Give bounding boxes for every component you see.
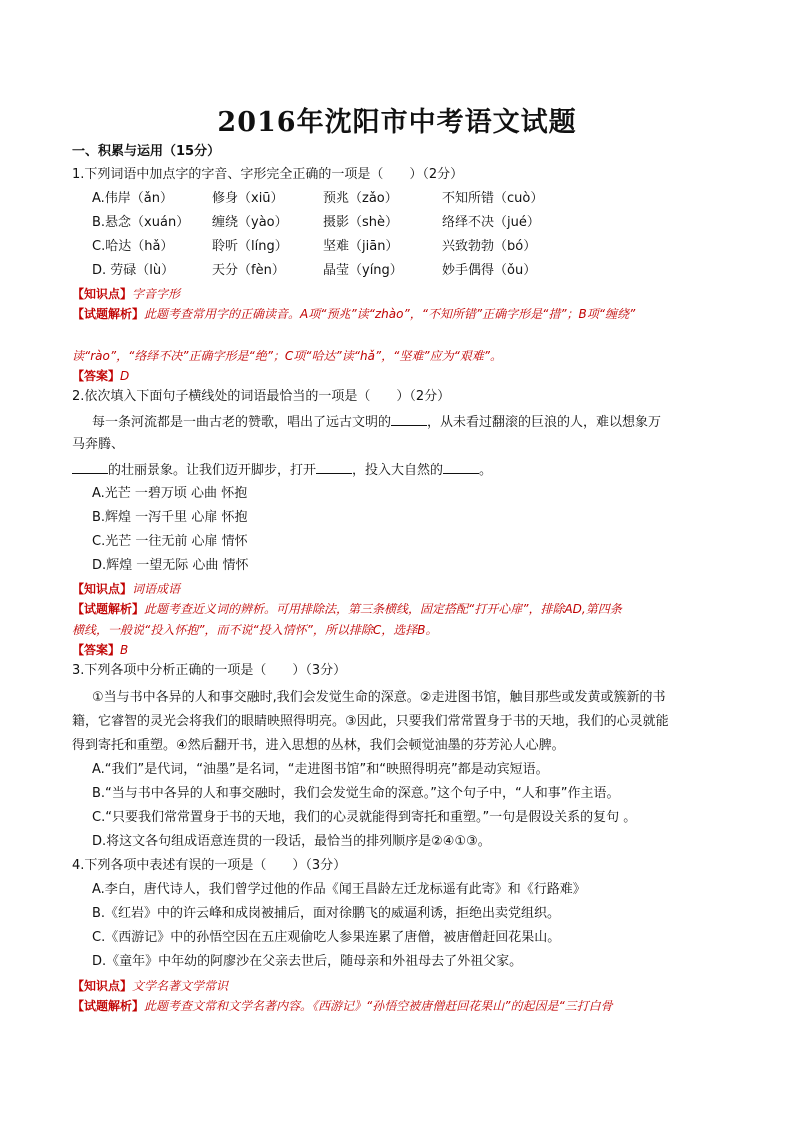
analysis-text: 此题考查文常和文学名著内容。《西游记》“孙悟空被唐僧赶回花果山”的起因是“三打白骨 bbox=[144, 999, 613, 1013]
q3-passage-line-3: 得到寄托和重塑。④然后翻开书，进入思想的丛林，我们会顿觉油墨的芬芳沁人心脾。 bbox=[72, 738, 565, 753]
section-heading: 一、积累与运用（15分） bbox=[72, 144, 221, 159]
q2-answer bbox=[72, 640, 128, 660]
analysis-tag: 【试题解析】 bbox=[72, 602, 145, 616]
q1-analysis-line-1 bbox=[72, 304, 635, 324]
q1-option-cell: 聆听（líng） bbox=[212, 239, 288, 254]
q1-option-cell: B.悬念（xuán） bbox=[92, 215, 190, 230]
knowledge-text: 词语成语 bbox=[132, 582, 181, 596]
q3-option: A.“我们”是代词，“油墨”是名词，“走进图书馆”和“映照得明亮”都是动宾短语。 bbox=[92, 762, 549, 777]
analysis-tag: 【试题解析】 bbox=[72, 999, 145, 1013]
q2-option: D.辉煌 一望无际 心曲 情怀 bbox=[92, 558, 249, 573]
answer-tag: 【答案】 bbox=[72, 643, 121, 657]
q2-analysis-line-1 bbox=[72, 599, 622, 619]
analysis-text: 此题考查近义词的辨析。可用排除法，第三条横线，固定搭配“打开心扉”，排除AD,第四条 bbox=[144, 602, 622, 616]
knowledge-tag: 【知识点】 bbox=[72, 979, 133, 993]
q1-option-cell: D. 劳碌（lù） bbox=[92, 263, 175, 278]
fill-blank bbox=[443, 459, 479, 474]
q1-answer bbox=[72, 366, 129, 386]
q2-option: A.光芒 一碧万顷 心曲 怀抱 bbox=[92, 486, 248, 501]
q2-passage-line-3 bbox=[72, 459, 492, 481]
q2-passage-text: ，从未看过翻滚的巨浪的人，难以想象万 bbox=[427, 415, 662, 430]
answer-text: D bbox=[120, 369, 130, 383]
q1-option-cell: 络绎不决（jué） bbox=[442, 215, 540, 230]
fill-blank bbox=[316, 459, 352, 474]
q2-analysis-line-2: 横线，一般说“投入怀抱”，而不说“投入情怀”，所以排除C，选择B。 bbox=[72, 623, 438, 637]
knowledge-text: 字音字形 bbox=[132, 287, 181, 301]
q4-option: C.《西游记》中的孙悟空因在五庄观偷吃人参果连累了唐僧，被唐僧赶回花果山。 bbox=[92, 930, 561, 945]
knowledge-text: 文学名著文学常识 bbox=[132, 979, 229, 993]
q2-passage-text: 每一条河流都是一曲古老的赞歌，唱出了远古文明的 bbox=[92, 415, 392, 430]
q1-option-cell: 不知所错（cuò） bbox=[442, 191, 544, 206]
q2-passage-line-2: 马奔腾、 bbox=[72, 437, 125, 452]
question-4-stem: 4.下列各项中表述有误的一项是（ ）（3分） bbox=[72, 858, 347, 873]
q3-passage-line-1: ①当与书中各异的人和事交融时,我们会发觉生命的深意。②走进图书馆，触目那些或发黄或簇新的书 bbox=[92, 690, 666, 705]
q1-option-cell: A.伟岸（ǎn） bbox=[92, 191, 174, 206]
q1-option-cell: 妙手偶得（ǒu） bbox=[442, 263, 537, 278]
question-3-stem: 3.下列各项中分析正确的一项是（ ）（3分） bbox=[72, 663, 347, 678]
q1-analysis-line-2: 读“rào”，“络绎不决”正确字形是“绝”；C项“哈达”读“hǎ”，“坚难”应为“艰难”。 bbox=[72, 349, 503, 363]
q4-analysis-line-1 bbox=[72, 996, 613, 1016]
question-2-stem: 2.依次填入下面句子横线处的词语最恰当的一项是（ ）（2分） bbox=[72, 389, 451, 404]
analysis-text: 此题考查常用字的正确读音。A项“预兆”读“zhào”，“不知所错”正确字形是“措”；B项“缠绕” bbox=[144, 307, 636, 321]
fill-blank bbox=[391, 411, 427, 426]
q2-knowledge-point bbox=[72, 579, 180, 599]
q2-option: B.辉煌 一泻千里 心扉 怀抱 bbox=[92, 510, 248, 525]
page-title: 2016年沈阳市中考语文试题 bbox=[217, 107, 577, 138]
q1-option-cell: 缠绕（yào） bbox=[212, 215, 288, 230]
q1-option-cell: C.哈达（hǎ） bbox=[92, 239, 174, 254]
q3-option: D.将这文各句组成语意连贯的一段话，最恰当的排列顺序是②④①③。 bbox=[92, 834, 491, 849]
knowledge-tag: 【知识点】 bbox=[72, 582, 133, 596]
q2-passage-text: ，投入大自然的 bbox=[352, 463, 444, 478]
q2-passage-text: 的壮丽景象。让我们迈开脚步，打开 bbox=[108, 463, 317, 478]
q4-option: D.《童年》中年幼的阿廖沙在父亲去世后，随母亲和外祖母去了外祖父家。 bbox=[92, 954, 523, 969]
knowledge-tag: 【知识点】 bbox=[72, 287, 133, 301]
q2-passage-line-1 bbox=[92, 411, 661, 433]
analysis-tag: 【试题解析】 bbox=[72, 307, 145, 321]
q1-option-cell: 修身（xiū） bbox=[212, 191, 284, 206]
q2-option: C.光芒 一往无前 心扉 情怀 bbox=[92, 534, 248, 549]
answer-text: B bbox=[120, 643, 129, 657]
q4-knowledge-point bbox=[72, 976, 228, 996]
q4-option: A.李白，唐代诗人，我们曾学过他的作品《闻王昌龄左迁龙标遥有此寄》和《行路难》 bbox=[92, 882, 586, 897]
q4-option: B.《红岩》中的许云峰和成岗被捕后，面对徐鹏飞的威逼利诱，拒绝出卖党组织。 bbox=[92, 906, 561, 921]
q1-option-cell: 预兆（zǎo） bbox=[323, 191, 398, 206]
q3-option: B.“当与书中各异的人和事交融时，我们会发觉生命的深意。”这个句子中，“人和事”作主语。 bbox=[92, 786, 620, 801]
q3-passage-line-2: 籍，它睿智的灵光会将我们的眼睛映照得明亮。③因此，只要我们常常置身于书的天地，我们的心灵就能 bbox=[72, 714, 669, 729]
q3-option: C.“只要我们常常置身于书的天地，我们的心灵就能得到寄托和重塑。”一句是假设关系的复句 。 bbox=[92, 810, 637, 825]
q1-option-cell: 兴致勃勃（bó） bbox=[442, 239, 537, 254]
fill-blank bbox=[72, 459, 108, 474]
q1-option-cell: 摄影（shè） bbox=[323, 215, 399, 230]
q1-option-cell: 晶莹（yíng） bbox=[323, 263, 403, 278]
q1-knowledge-point bbox=[72, 284, 180, 304]
question-1-stem: 1.下列词语中加点字的字音、字形完全正确的一项是（ ）（2分） bbox=[72, 167, 464, 182]
q2-passage-text: 。 bbox=[479, 463, 493, 478]
q1-option-cell: 天分（fèn） bbox=[212, 263, 285, 278]
answer-tag: 【答案】 bbox=[72, 369, 121, 383]
q1-option-cell: 坚难（jiān） bbox=[323, 239, 399, 254]
